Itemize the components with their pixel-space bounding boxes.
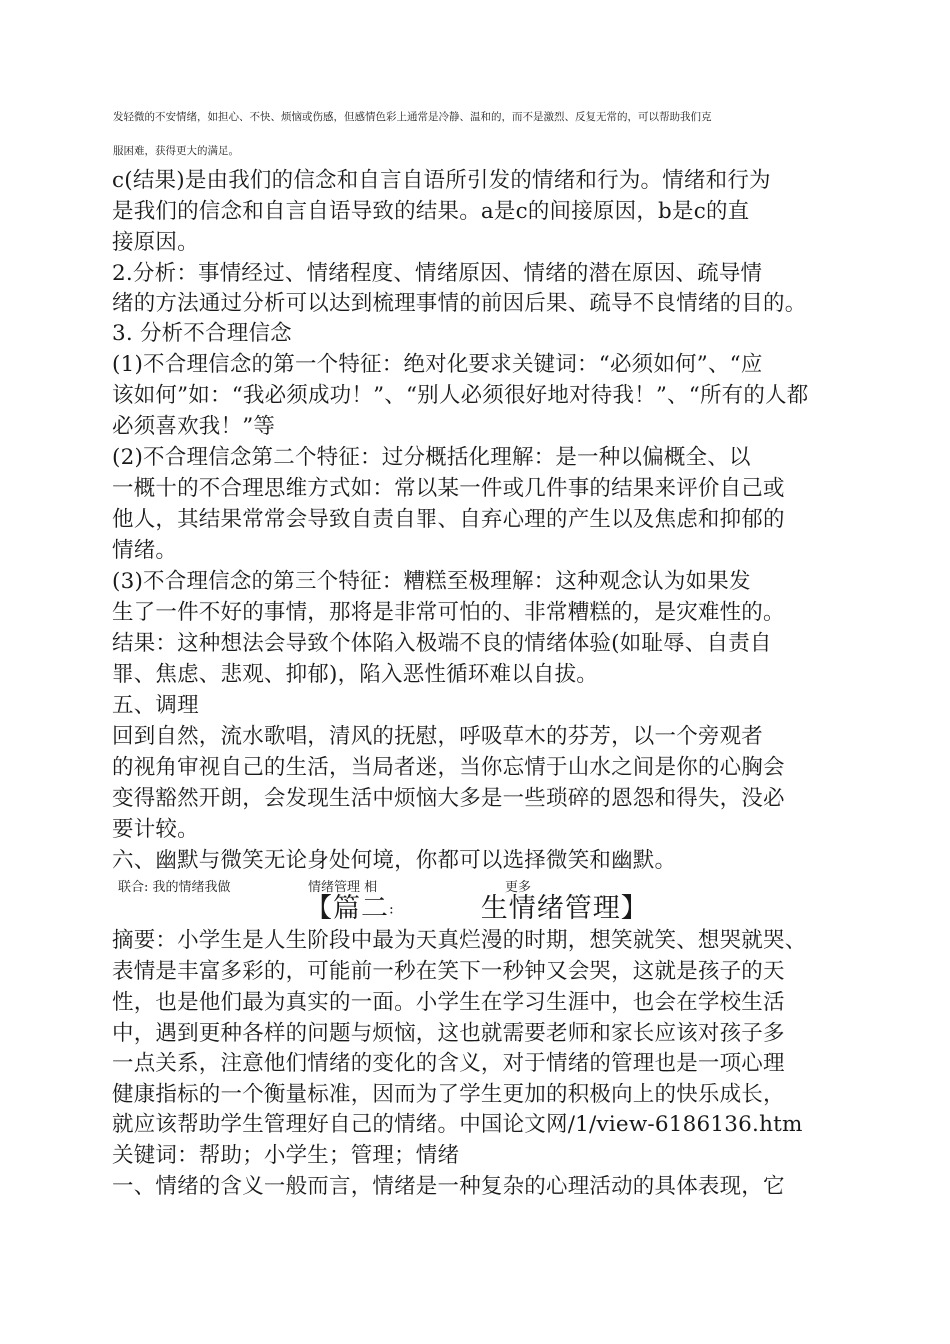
- body-line: c(结果)是由我们的信念和自言自语所引发的情绪和行为。情绪和行为: [112, 168, 771, 193]
- overlay-fragment: 联合: 我的情绪我做: [118, 880, 231, 895]
- body-line: 一概十的不合理思维方式如：常以某一件或几件事的结果来评价自己或: [112, 476, 785, 501]
- intro-line-2: 服困难，获得更大的满足。: [113, 145, 239, 157]
- body-line: 结果：这种想法会导致个体陷入极端不良的情绪体验(如耻辱、自责自: [112, 631, 772, 656]
- body-line: 就应该帮助学生管理好自己的情绪。中国论文网/1/view-6186136.htm: [112, 1112, 803, 1137]
- body-line: 性，也是他们最为真实的一面。小学生在学习生涯中，也会在学校生活: [112, 990, 785, 1015]
- body-line: 要计较。: [112, 817, 199, 842]
- intro-line-1: 发轻微的不安情绪，如担心、不快、烦恼或伤感，但感情色彩上通常是冷静、温和的，而不是激烈、反复无常的，可以帮助我们克: [113, 111, 712, 123]
- body-line: 是我们的信念和自言自语导致的结果。a是c的间接原因，b是c的直: [112, 199, 750, 224]
- body-line: (2)不合理信念第二个特征：过分概括化理解：是一种以偏概全、以: [112, 445, 751, 470]
- body-line: 他人，其结果常常会导致自责自罪、自弃心理的产生以及焦虑和抑郁的: [112, 507, 785, 532]
- body-line: 3. 分析不合理信念: [112, 321, 292, 346]
- body-line: 情绪。: [112, 538, 178, 563]
- body-line: 一点关系，注意他们情绪的变化的含义，对于情绪的管理也是一项心理: [112, 1051, 785, 1076]
- body-line: 2.分析：事情经过、情绪程度、情绪原因、情绪的潜在原因、疏导情: [112, 261, 763, 286]
- heading-left: 【篇二: [305, 893, 389, 924]
- body-line: 罪、焦虑、悲观、抑郁)，陷入恶性循环难以自拔。: [112, 662, 598, 687]
- article-heading: [305, 891, 665, 928]
- body-line: 一、情绪的含义一般而言，情绪是一种复杂的心理活动的具体表现，它: [112, 1174, 785, 1199]
- body-line: (1)不合理信念的第一个特征：绝对化要求关键词：“必须如何”、“应: [112, 352, 763, 377]
- body-line: 变得豁然开朗，会发现生活中烦恼大多是一些琐碎的恩怨和得失，没必: [112, 786, 785, 811]
- body-line: (3)不合理信念的第三个特征：糟糕至极理解：这种观念认为如果发: [112, 569, 751, 594]
- keywords-line: 关键词：帮助；小学生；管理；情绪: [112, 1143, 460, 1168]
- body-line: 绪的方法通过分析可以达到梳理事情的前因后果、疏导不良情绪的目的。: [112, 291, 807, 316]
- body-line: 健康指标的一个衡量标准，因而为了学生更加的积极向上的快乐成长，: [112, 1082, 785, 1107]
- overlay-fragment: 情绪管理 相: [308, 880, 378, 895]
- abstract-line: 摘要：小学生是人生阶段中最为天真烂漫的时期，想笑就笑、想哭就哭、: [112, 928, 807, 953]
- body-line: 的视角审视自己的生活，当局者迷，当你忘情于山水之间是你的心胸会: [112, 755, 785, 780]
- body-line: 接原因。: [112, 230, 199, 255]
- heading-mark: :: [389, 901, 395, 918]
- section-heading: 五、调理: [112, 693, 199, 718]
- heading-right: 生情绪管理】: [480, 893, 649, 924]
- body-line: 表情是丰富多彩的，可能前一秒在笑下一秒钟又会哭，这就是孩子的天: [112, 959, 785, 984]
- body-line: 回到自然，流水歌唱，清风的抚慰，呼吸草木的芬芳，以一个旁观者: [112, 724, 764, 749]
- overlay-fragment: 更多: [505, 880, 532, 895]
- body-line: 必须喜欢我！”等: [112, 414, 276, 439]
- body-line: 中，遇到更种各样的问题与烦恼，这也就需要老师和家长应该对孩子多: [112, 1021, 785, 1046]
- body-line: 该如何”如：“我必须成功！”、“别人必须很好地对待我！”、“所有的人都: [112, 383, 809, 408]
- body-line: 六、幽默与微笑无论身处何境，你都可以选择微笑和幽默。: [112, 848, 677, 873]
- body-line: 生了一件不好的事情，那将是非常可怕的、非常糟糕的，是灾难性的。: [112, 600, 785, 625]
